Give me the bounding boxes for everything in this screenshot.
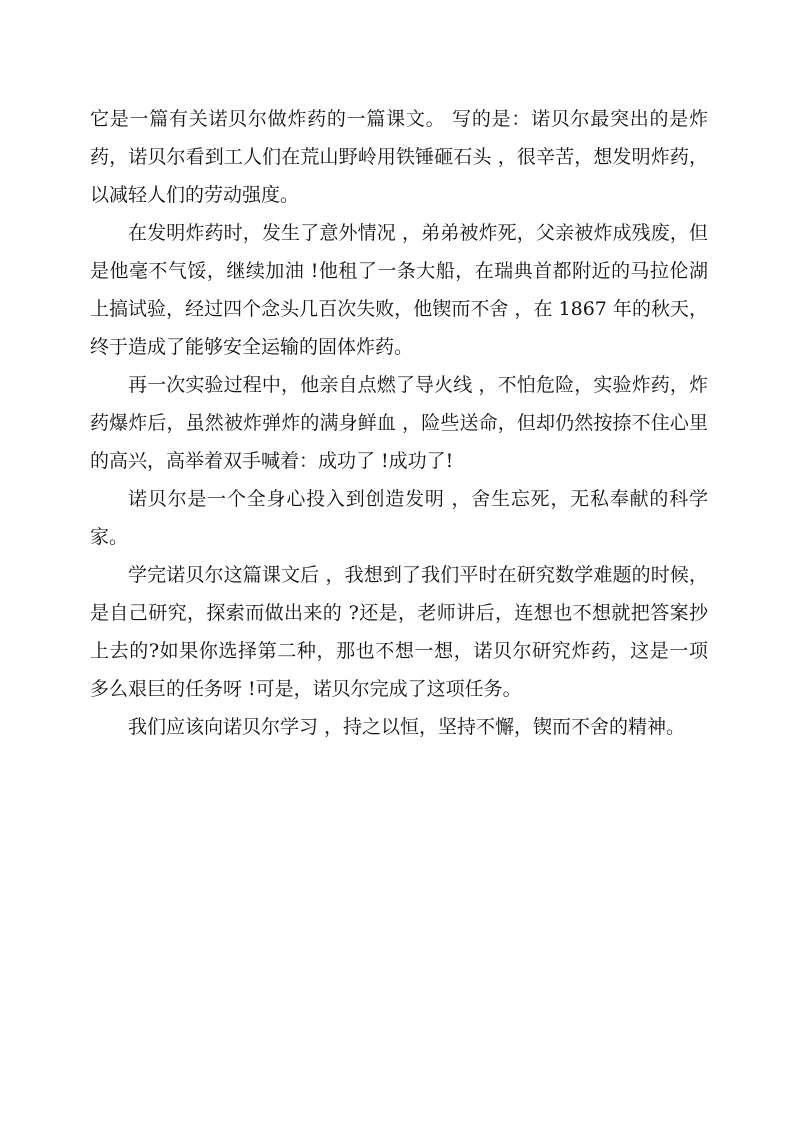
paragraph-6: 我们应该向诺贝尔学习 ，持之以恒，坚持不懈，锲而不舍的精神。 <box>128 716 686 738</box>
paragraph-3: 再一次实验过程中，他亲自点燃了导火线 ，不怕危险，实验炸药，炸药爆炸后，虽然被炸弹炸的满身鲜血 ，险些送命，但却仍然按捺不住心里的高兴，高举着双手喊着：成功了 !成功了! <box>90 374 708 472</box>
paragraph-1: 它是一篇有关诺贝尔做炸药的一篇课文。 写的是：诺贝尔最突出的是炸药，诺贝尔看到工人们在荒山野岭用铁锤砸石头 ，很辛苦，想发明炸药，以减轻人们的劳动强度。 <box>90 108 708 206</box>
document-body <box>90 100 708 746</box>
paragraph-2: 在发明炸药时，发生了意外情况 ，弟弟被炸死，父亲被炸成残废，但是他毫不气馁，继续加油 !他租了一条大船，在瑞典首都附近的马拉伦湖上搞试验，经过四个念头几百次失败，他锲而不舍 ，在 1867 年的秋天，终于造成了能够安全运输的固体炸药。 <box>90 222 708 358</box>
paragraph-4: 诺贝尔是一个全身心投入到创造发明 ，舍生忘死，无私奉献的科学家。 <box>90 488 708 548</box>
paragraph-5: 学完诺贝尔这篇课文后 ，我想到了我们平时在研究数学难题的时候，是自己研究，探索而做出来的 ?还是，老师讲后，连想也不想就把答案抄上去的?如果你选择第二种，那也不想一想，诺贝尔研究炸药，这是一项多么艰巨的任务呀 !可是，诺贝尔完成了这项任务。 <box>90 564 708 700</box>
